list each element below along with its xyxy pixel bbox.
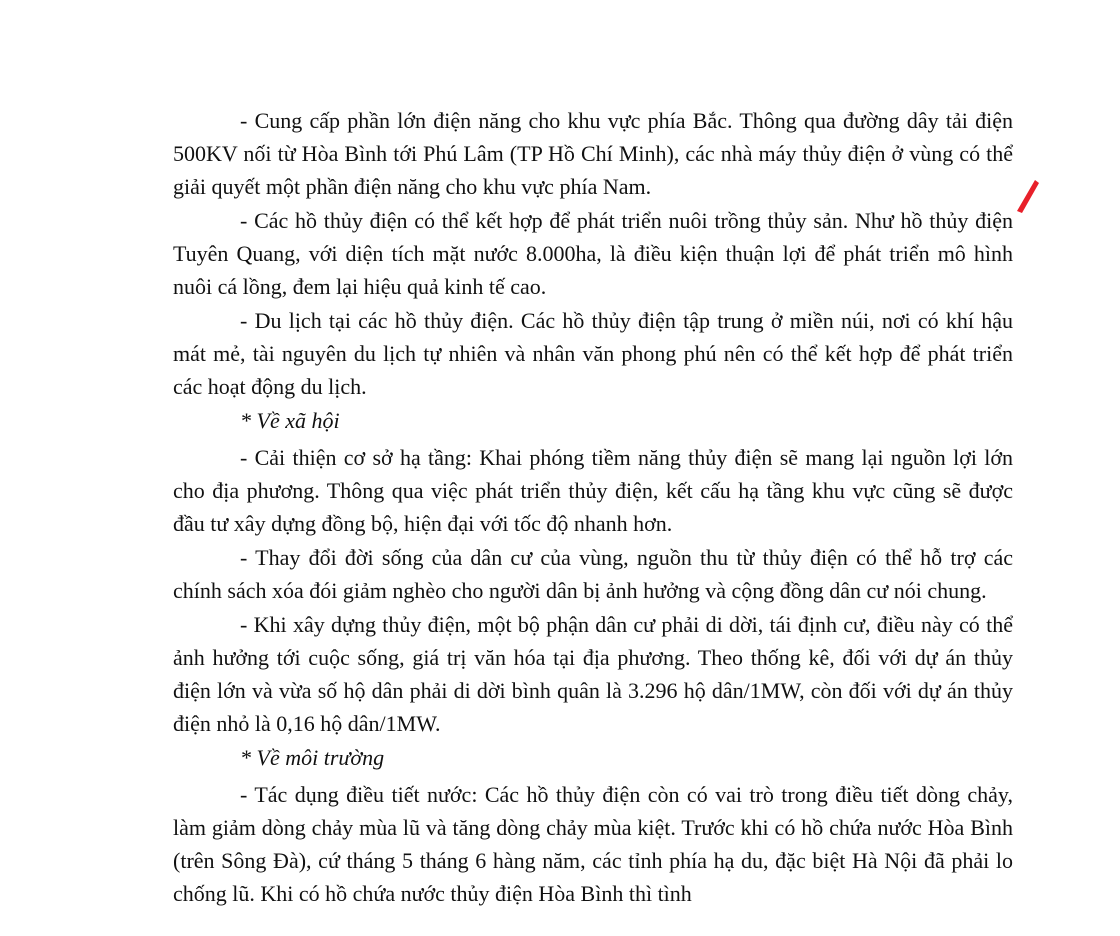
heading-environment: * Về môi trường xyxy=(240,745,385,770)
document-body xyxy=(173,104,1013,911)
pen-annotation-icon xyxy=(1013,176,1043,216)
paragraph-power-supply: - Cung cấp phần lớn điện năng cho khu vực phía Bắc. Thông qua đường dây tải điện 500KV nối từ Hòa Bình tới Phú Lâm (TP Hồ Chí Minh), các nhà máy thủy điện ở vùng có thể giải quyết một phần điện năng cho khu vực phía Nam. xyxy=(173,108,1013,199)
paragraph-livelihood: - Thay đổi đời sống của dân cư của vùng, nguồn thu từ thủy điện có thể hỗ trợ các chính sách xóa đói giảm nghèo cho người dân bị ảnh hưởng và cộng đồng dân cư nói chung. xyxy=(173,545,1013,603)
paragraph-tourism: - Du lịch tại các hồ thủy điện. Các hồ thủy điện tập trung ở miền núi, nơi có khí hậu mát mẻ, tài nguyên du lịch tự nhiên và nhân văn phong phú nên có thể kết hợp để phát triển các hoạt động du lịch. xyxy=(173,308,1013,399)
paragraph-water-regulation: - Tác dụng điều tiết nước: Các hồ thủy điện còn có vai trò trong điều tiết dòng chảy, làm giảm dòng chảy mùa lũ và tăng dòng chảy mùa kiệt. Trước khi có hồ chứa nước Hòa Bình (trên Sông Đà), cứ tháng 5 tháng 6 hàng năm, các tỉnh phía hạ du, đặc biệt Hà Nội đã phải lo chống lũ. Khi có hồ chứa nước thủy điện Hòa Bình thì tình xyxy=(173,782,1013,906)
paragraph-aquaculture: - Các hồ thủy điện có thể kết hợp để phát triển nuôi trồng thủy sản. Như hồ thủy điện Tuyên Quang, với diện tích mặt nước 8.000ha, là điều kiện thuận lợi để phát triển mô hình nuôi cá lồng, đem lại hiệu quả kinh tế cao. xyxy=(173,208,1013,299)
heading-social: * Về xã hội xyxy=(240,408,340,433)
paragraph-resettlement: - Khi xây dựng thủy điện, một bộ phận dân cư phải di dời, tái định cư, điều này có thể ảnh hưởng tới cuộc sống, giá trị văn hóa tại địa phương. Theo thống kê, đối với dự án thủy điện lớn và vừa số hộ dân phải di dời bình quân là 3.296 hộ dân/1MW, còn đối với dự án thủy điện nhỏ là 0,16 hộ dân/1MW. xyxy=(173,612,1013,736)
paragraph-infrastructure: - Cải thiện cơ sở hạ tầng: Khai phóng tiềm năng thủy điện sẽ mang lại nguồn lợi lớn cho địa phương. Thông qua việc phát triển thủy điện, kết cấu hạ tầng khu vực cũng sẽ được đầu tư xây dựng đồng bộ, hiện đại với tốc độ nhanh hơn. xyxy=(173,445,1013,536)
